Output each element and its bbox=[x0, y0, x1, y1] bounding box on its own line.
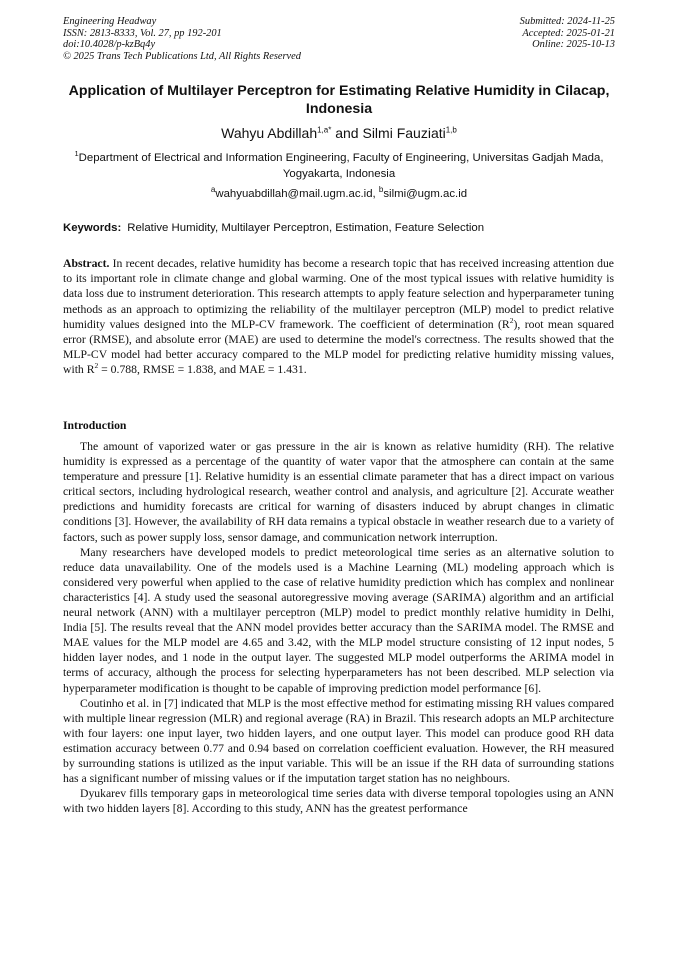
accepted-date: Accepted: 2025-01-21 bbox=[522, 27, 615, 39]
issn-line: ISSN: 2813-8333, Vol. 27, pp 192-201 bbox=[63, 27, 222, 39]
paragraph: Many researchers have developed models to predict meteorological time series as an alternative solution to reduce data unavailability. One of the models used is a Machine Learning (ML) modeling approach which is considered very powerful when applied to the case of relative humidity prediction which has complex and nonlinear characteristics [4]. A study used the seasonal autoregressive moving average (SARIMA) algorithm and an artificial neural network (ANN) with a multilayer perceptron (MLP) model to predict monthly relative humidity in Delhi, India [5]. The results reveal that the ANN model provides better accuracy than the SARIMA model. The RMSE and MAE values for the MLP model are 4.65 and 3.42, with the MLP model structure consisting of 12 input nodes, 5 hidden layer nodes, and 1 node in the output layer. The suggested MLP model outperforms the ARIMA model in terms of accuracy, although the process for selecting hyperparameters has not been described. MLP selection via hyperparameter modification is thought to be capable of improving prediction model performance [6]. bbox=[63, 545, 614, 695]
doi-line: doi:10.4028/p-kzBq4y bbox=[63, 39, 156, 51]
journal-header-right bbox=[520, 16, 615, 51]
author-line bbox=[63, 124, 615, 142]
abstract-text: In recent decades, relative humidity has become a research topic that has received increasing attention due to its important role in climate change and global warming. One of the most typical issues with relative humidity is data loss due to instrument deterioration. This research attempts to apply feature selection and hyperparameter tuning methods as an approach to optimizing the reliability of the multilayer perceptron (MLP) model to predict relative humidity values designed into the MLP-CV framework. The coefficient of determination (R bbox=[63, 257, 614, 331]
abstract-text: = 0.788, RMSE = 1.838, and MAE = 1.431. bbox=[98, 363, 307, 377]
email-address[interactable]: silmi@ugm.ac.id bbox=[383, 188, 468, 200]
paper-title: Application of Multilayer Perceptron for Estimating Relative Humidity in Cilacap, Indonesia bbox=[68, 83, 610, 117]
author-affiliation-marker: 1,b bbox=[445, 125, 457, 135]
author-emails bbox=[63, 186, 615, 202]
keywords bbox=[63, 221, 623, 235]
online-date: Online: 2025-10-13 bbox=[532, 39, 615, 51]
abstract bbox=[63, 256, 614, 378]
journal-name: Engineering Headway bbox=[63, 16, 157, 27]
affiliation-text: Department of Electrical and Information Engineering, Faculty of Engineering, Universitas Gadjah Mada, Yogyakarta, Indonesia bbox=[78, 152, 604, 180]
author-name: Silmi Fauziati bbox=[362, 125, 446, 141]
copyright-line: © 2025 Trans Tech Publications Ltd, All Rights Reserved bbox=[63, 50, 301, 62]
affiliation-marker: 1 bbox=[74, 149, 79, 159]
paragraph: The amount of vaporized water or gas pressure in the air is known as relative humidity (RH). The relative humidity is expressed as a percentage of the quantity of water vapor that the atmosphere can contain at the same temperature and pressure [1]. Relative humidity is an essential climate parameter that has a direct impact on various critical sectors, including hydrological research, weather control and analysis, and agriculture [2]. Accurate weather predictions and humidity forecasts are critical for warning of disasters induced by abrupt changes in climatic conditions [3]. However, the availability of RH data remains a typical obstacle in weather research due to a variety of factors, such as power supply loss, sensor damage, and communication network interruption. bbox=[63, 440, 614, 544]
affiliation bbox=[63, 150, 615, 182]
keywords-label: Keywords: bbox=[63, 222, 122, 234]
email-marker: b bbox=[378, 185, 384, 195]
introduction-body bbox=[63, 439, 614, 816]
keywords-text: Relative Humidity, Multilayer Perceptron, Estimation, Feature Selection bbox=[127, 222, 485, 234]
submitted-date: Submitted: 2024-11-25 bbox=[519, 16, 615, 27]
author-conjunction: and bbox=[331, 125, 363, 141]
abstract-text: ), root mean squared error (RMSE), and absolute error (MAE) are used to determine the model's correctness. The results showed that the MLP-CV model had better accuracy compared to the MLP model for predicting relative humidity missing values, with R bbox=[63, 317, 614, 377]
author-name: Wahyu Abdillah bbox=[221, 125, 318, 141]
paragraph: Coutinho et al. in [7] indicated that MLP is the most effective method for estimating missing RH values compared with multiple linear regression (MLR) and regional average (RA) in Brazil. This research adopts an MLP architecture with four layers: one input layer, two hidden layers, and one output layer. This model can produce good RH data estimation accuracy between 0.77 and 0.94 based on correlation coefficient evaluation. However, the RH measured by surrounding stations is utilized as the input variable. This will be an issue if the RH data of surrounding stations has a significant number of missing values or if the imputation target station has no neighbours. bbox=[63, 696, 614, 786]
author-affiliation-marker: 1,a* bbox=[317, 125, 332, 135]
section-heading: Introduction bbox=[63, 419, 127, 432]
paragraph: Dyukarev fills temporary gaps in meteorological time series data with diverse temporal topologies using an ANN with two hidden layers [8]. According to this study, ANN has the greatest performance bbox=[63, 787, 614, 816]
abstract-label: Abstract. bbox=[63, 257, 110, 270]
superscript: 2 bbox=[509, 315, 514, 325]
superscript: 2 bbox=[94, 361, 99, 371]
journal-header-left bbox=[63, 16, 301, 62]
email-marker: a bbox=[210, 185, 216, 195]
email-address[interactable]: wahyuabdillah@mail.ugm.ac.id, bbox=[215, 188, 379, 200]
